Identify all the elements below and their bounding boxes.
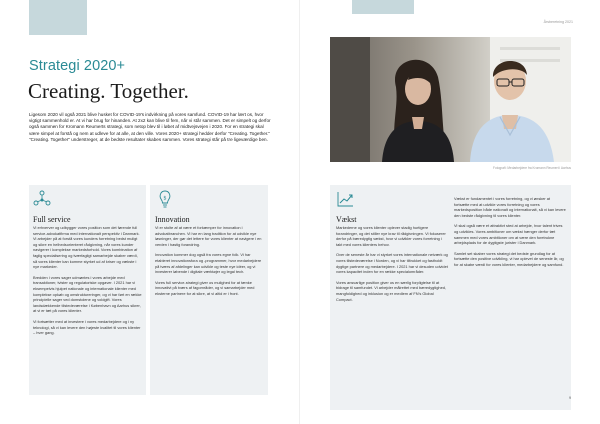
paragraph: Vi erhverver og udbygger vores position som det førende full service-advokatfirma med internationalt perspektiv i Danmark. Vi arbejder på at forstå vores kunders forretning bedst muligt og sikre en helhedsorienteret rådgivning, når vores kunder navigerer i komplekse markedsforhold. Vores kombination af faglig specialisering og tværfagligt samarbejde skaber værdi, så vores klienter kan komme styrket ud af kriser og vækste i nye markeder. [33, 225, 140, 270]
vaekst-body-right [454, 196, 566, 273]
growth-chart-icon [334, 188, 356, 210]
section-subtitle: Creating. Together. [28, 79, 189, 103]
innovation-heading: Innovation [155, 215, 190, 224]
full-service-heading: Full service [33, 215, 71, 224]
paragraph: Vi fortsætter med at investere i vores medarbejdere og i ny teknologi, så vi kan levere den højeste kvalitet til vores klienter – hver gang. [33, 318, 141, 336]
vaekst-heading: Vækst [336, 215, 357, 224]
paragraph: Vi er stolte af at være et forkæmper for innovation i advokatbranchen. Vi har en lang tradition for at udvikle nye løsninger, der gør det lettere for vores klienter at navigere i en verden i hastig forandring. [155, 225, 262, 247]
page-gutter [299, 0, 300, 424]
paragraph: Bredden i vores sager udmøntes i vores arbejde med transaktioner, tvister og regulatoriske opgaver. I 2021 har vi eksempelvis hjulpet nationale og internationale klienter med komplekse opkøb og omstruktureringer, og vi har ført en række principielle sager ved domstolene og voldgift. Vores landsdækkende tilstedeværelse i København og Aarhus sikrer, at vi er tæt på vores klienter. [33, 274, 142, 314]
photo-illustration [330, 37, 571, 162]
paragraph: Markederne og vores klienter oplever stadig hurtigere forandringer, og det stiller nye krav til rådgivningen. Vi fokuserer derfor på bæredygtig vækst, hvor vi udvikler vores forretning i takt med vores klienters behov. [336, 225, 446, 247]
vaekst-body-left [336, 225, 448, 307]
svg-text:$: $ [163, 195, 167, 202]
section-title: Strategi 2020+ [29, 58, 126, 74]
photo-caption: Fotografi: Medarbejdere fra Kromann Reumert i Aarhus [493, 166, 571, 170]
paragraph: Vi skal også være et attraktivt sted at arbejde, hvor talent trives og udvikles. Vores ambitioner om vækst hænger derfor tæt sammen med vores ambitioner om at være den foretrukne arbejdsplads for de dygtigste jurister i Danmark. [454, 223, 563, 246]
intro-lead-paragraph: Ligesom 2020 vil også 2021 blive husket for COVID-19's indvirkning på vores samfund. COVID-19 har lært os, hvor vigtigt sammenhold er. At vi har brug for hinanden. At 2x2 kan blive til fem, når vi står sammen. Det er simpelt og derfor også sammen for Kromann Reumerts strategi, som netop blev til i løbet af midtvejsvejen i 2020. For en strategi skal være simpel at forstå og nem at udleve for at alle, at den ville. Vores 2020+ strategi hedder derfor "Creating. Together." "Creating. Together" understreger, at de bedste resultater skabes sammen. Vores strategi står på tre ligeværdige ben. [29, 112, 271, 142]
paragraph: Vores ansvarlige position giver os en særlig forpligtelse til at bidrage til samfundet. Vi arbejder målrettet med bæredygtighed, mangfoldighed og inklusion og er medlem af FN's Global Compact. [336, 279, 447, 302]
paragraph: Innovation kommer dog også fra vores egne folk. Vi har etableret innovationsfora og -programmer, hvor medarbejdere på tværs af afdelinger kan udvikle og teste nye idéer, og vi investerer løbende i digitale værktøjer og legal tech. [155, 252, 262, 275]
decorative-bar-left [29, 0, 87, 35]
employees-photo [330, 37, 571, 162]
paragraph: Samlet set skaber vores strategi det bedste grundlag for at fortsætte den positive udvikling, vi har oplevet de seneste år, og for at skabe værdi for vores klienter, medarbejdere og samfund. [454, 250, 564, 267]
paragraph: Vækst er fundamentet i vores forretning, og vi ønsker at fortsætte med at udvikle vores forretning og vores markedsposition både nationalt og internationalt, så vi kan levere den bedste rådgivning til vores klienter. [454, 196, 566, 218]
paragraph: Vores full service-strategi giver os mulighed for at tænke innovativt på tværs af fagområder, og vi samarbejder med eksterne partnere for at sikre, at vi altid er i front. [155, 279, 255, 296]
decorative-bar-right [352, 0, 414, 14]
full-service-body [33, 225, 142, 341]
network-icon [31, 188, 53, 210]
innovation-body [155, 225, 263, 302]
paragraph: Over de seneste år har vi styrket vores internationale netværk og vores tilstedeværelse i Norden, og vi har tiltrukket og fastholdt dygtige partnere og medarbejdere. I 2021 har vi desuden udvidet vores kapacitet inden for en række specialområder. [336, 252, 448, 275]
running-header: Årsberetning 2021 [543, 20, 573, 24]
page-number: 9 [569, 396, 571, 400]
lightbulb-icon [154, 188, 176, 210]
